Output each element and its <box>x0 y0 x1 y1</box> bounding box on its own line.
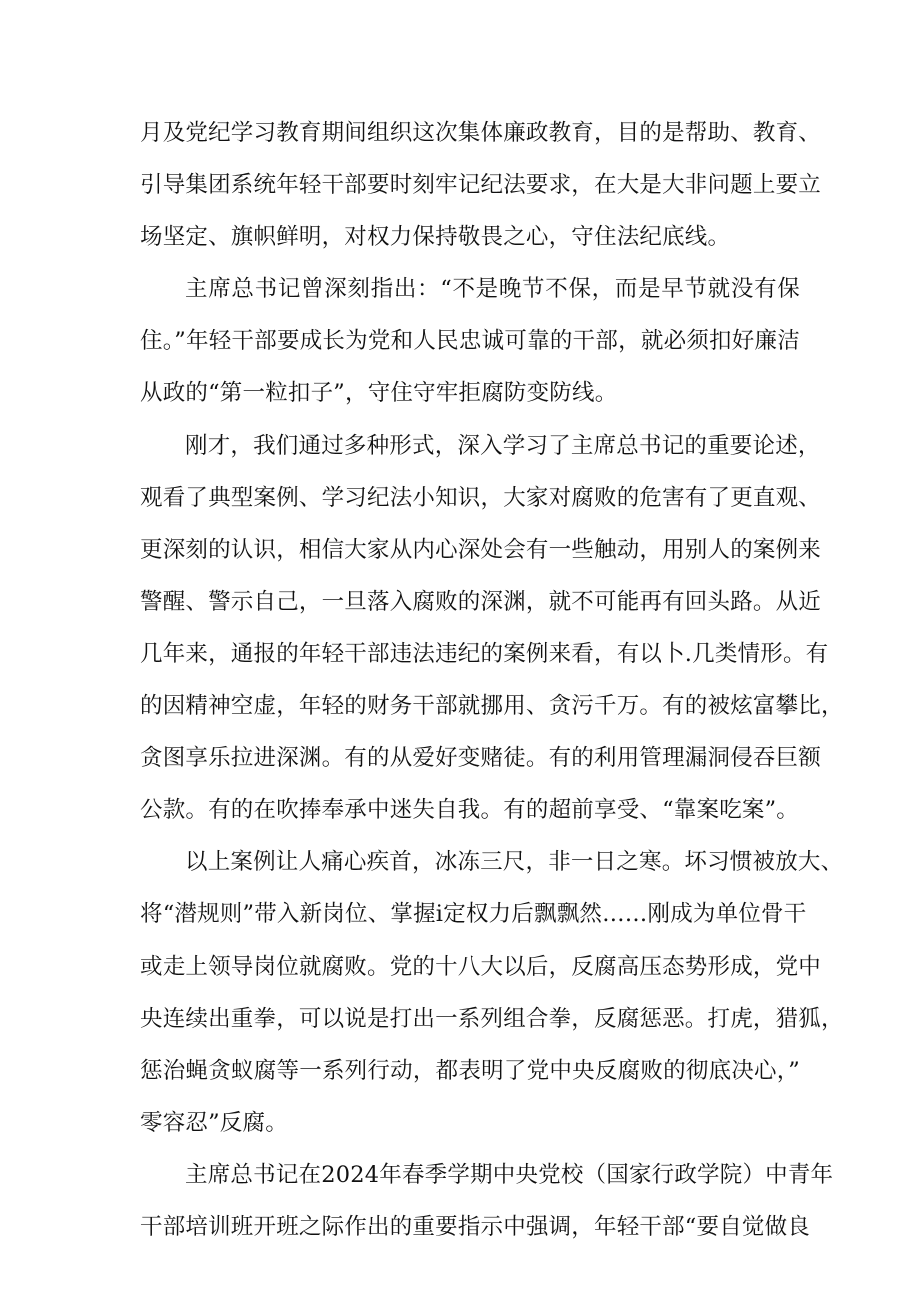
text-line: 住。”年轻干部要成长为党和人民忠诚可靠的干部，就必须扣好廉洁 <box>140 328 800 355</box>
paragraph-2 <box>140 263 800 419</box>
text-line: 从政的“第一粒扣子”，守住守牢拒腐防变防线。 <box>140 380 618 407</box>
text-line: 主席总书记在2024年春季学期中央党校（国家行政学院）中青年 <box>185 1161 834 1188</box>
paragraph-4 <box>140 836 844 1149</box>
paragraph-1 <box>140 107 822 263</box>
text-line: 几年来，通报的年轻干部违法违纪的案例来看，有以卜.几类情形。有 <box>140 640 829 667</box>
text-line: 场坚定、旗帜鲜明，对权力保持敬畏之心，守住法纪底线。 <box>140 224 731 251</box>
text-line: 月及党纪学习教育期间组织这次集体廉政教育，目的是帮助、教育、 <box>140 120 822 146</box>
text-line: 警醒、警示自己，一旦落入腐败的深渊，就不可能再有回头路。从近 <box>140 588 822 615</box>
text-line: 央连续出重拳，可以说是打出一系列组合拳，反腐惩恶。打虎，猎狐， <box>140 1005 844 1032</box>
text-line: 的因精神空虚，年轻的财务干部就挪用、贪污千万。有的被炫富攀比， <box>140 693 844 720</box>
text-line: 观看了典型案例、学习纪法小知识，大家对腐败的危害有了更直观、 <box>140 484 822 511</box>
text-line: 零容忍”反腐。 <box>140 1109 288 1136</box>
text-line: 引导集团系统年轻干部要时刻牢记纪法要求，在大是大非问题上要立 <box>140 172 822 199</box>
text-line: 干部培训班开班之际作出的重要指示中强调，年轻干部“要自觉做良 <box>140 1213 811 1240</box>
text-line: 惩治蝇贪蚁腐等一系列行动，都表明了党中央反腐败的彻底决心，” <box>140 1057 800 1084</box>
paragraph-3 <box>140 420 844 837</box>
text-line: 公款。有的在吹捧奉承中迷失自我。有的超前享受、“靠案吃案”。 <box>140 797 800 824</box>
text-line: 以上案例让人痛心疾首，冰冻三尺，非一日之寒。坏习惯被放大、 <box>185 849 844 876</box>
text-line: 或走上领导岗位就腐败。党的十八大以后，反腐高压态势形成，党中 <box>140 953 822 980</box>
text-line: 贪图享乐拉进深渊。有的从爱好变赌徒。有的利用管理漏洞侵吞巨额 <box>140 745 822 772</box>
text-line: 更深刻的认识，相信大家从内心深处会有一些触动，用别人的案例来 <box>140 536 822 563</box>
paragraph-5 <box>140 1149 834 1253</box>
document-body <box>140 107 844 1253</box>
text-line: 将“潜规则”带入新岗位、掌握i定权力后飘飘然……刚成为单位骨干 <box>140 901 807 928</box>
text-line: 刚才，我们通过多种形式，深入学习了主席总书记的重要论述， <box>185 432 821 459</box>
text-line: 主席总书记曾深刻指出：“不是晚节不保，而是早节就没有保 <box>185 276 800 303</box>
